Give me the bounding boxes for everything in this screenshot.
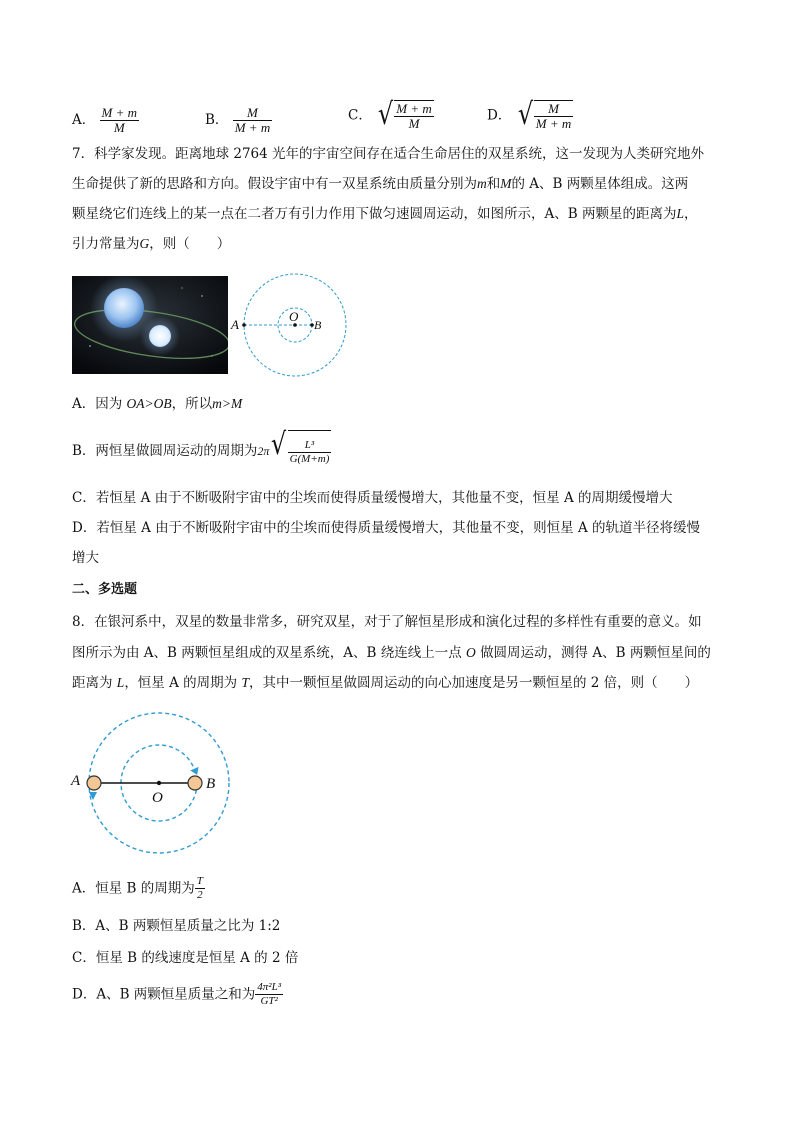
q8-option-a[interactable]: A．恒星 B 的周期为 $\frac{T}{2}$ [72,875,203,901]
q8-option-b[interactable]: B．A、B 两颗恒星质量之比为 1:2 [72,918,281,934]
q6-option-b[interactable]: B． $\frac{M}{M + m}$ [205,105,271,135]
q7-stem-line-3: 颗星绕它们连线上的某一点在二者万有引力作用下做匀速圆周运动，如图所示，A、B 两颗星的距离为L， [72,206,698,222]
q7-option-d-line-2: 增大 [72,550,99,566]
label-a: A [71,773,81,789]
q6-option-c-sqrt: √ $\frac{M + m}{M}$ [378,97,432,132]
q7-stem-line-4: 引力常量为G，则（ ） [72,236,231,252]
q8-orbit-diagram [62,708,242,858]
q6-option-b-fraction: $\frac{M}{M + m}$ [234,105,271,135]
q6-options-row [72,106,139,135]
q8-stem-line-3: 距离为 L，恒星 A 的周期为 T，其中一颗恒星做圆周运动的向心加速度是另一颗恒星的 2 倍，则（ ） [72,675,699,691]
small-star [149,325,171,347]
q8-stem-line-1: 8．在银河系中，双星的数量非常多，研究双星，对于了解恒星形成和演化过程的多样性有重要的意义。如 [72,614,702,630]
q7-stem-line-1: 7．科学家发现。距离地球 2764 光年的宇宙空间存在适合生命居住的双星系统，这一发现为人类研究地外 [72,146,705,162]
q7-option-c[interactable]: C．若恒星 A 由于不断吸附宇宙中的尘埃而使得质量缓慢增大，其他量不变，恒星 A 的周期缓慢增大 [72,490,673,506]
q6-option-a[interactable]: A． $\frac{M + m}{M}$ [72,105,138,135]
q7-binary-star-photo [72,276,228,374]
label-b: B [314,318,322,332]
label-o: O [289,309,299,324]
q6-option-d[interactable]: D． √ $\frac{M}{M + m}$ [487,97,572,132]
label-b: B [206,776,216,792]
q7-orbit-diagram [228,266,356,384]
large-star [104,288,144,328]
q6-option-c[interactable]: C． √ $\frac{M + m}{M}$ [348,97,432,132]
q7-option-d-line-1[interactable]: D．若恒星 A 由于不断吸附宇宙中的尘埃而使得质量缓慢增大，其他量不变，则恒星 A 的轨道半径将缓慢 [72,520,700,536]
label-o: O [152,790,163,806]
label-a: A [231,317,239,332]
point-o [157,781,161,785]
star-a [87,776,101,790]
q8-option-d[interactable]: D．A、B 两颗恒星质量之和为 $\frac{\text{4π²L³}}{\text{GT²}}$ [72,981,282,1007]
binary-star-illustration [72,276,228,374]
q8-option-c[interactable]: C．恒星 B 的线速度是恒星 A 的 2 倍 [72,950,299,966]
q8-stem-line-2: 图所示为由 A、B 两颗恒星组成的双星系统，A、B 绕连线上一点 O 做圆周运动，测得 A、B 两颗恒星间的 [72,645,711,661]
q7-option-b-sqrt: √ $\frac{\text{L³}}{G(M+m)}$ [269,430,331,472]
section-title-multi-choice: 二、多选题 [72,582,138,597]
q7-stem-line-2: 生命提供了新的思路和方向。假设宇宙中有一双星系统由质量分别为m和M的 A、B 两颗星体组成。这两 [72,176,689,192]
q7-option-a[interactable]: A．因为 OA>OB，所以m>M [72,396,243,412]
q6-option-d-sqrt: √ $\frac{M}{M + m}$ [517,97,572,132]
inner-arrow-icon [190,764,201,775]
star-b [188,776,202,790]
point-a [242,323,246,327]
q6-option-a-fraction: $\frac{M + m}{M}$ [101,105,138,135]
q7-option-b[interactable]: B．两恒星做圆周运动的周期为2π √ $\frac{\text{L³}}{G(M+m)}$ [72,430,331,472]
